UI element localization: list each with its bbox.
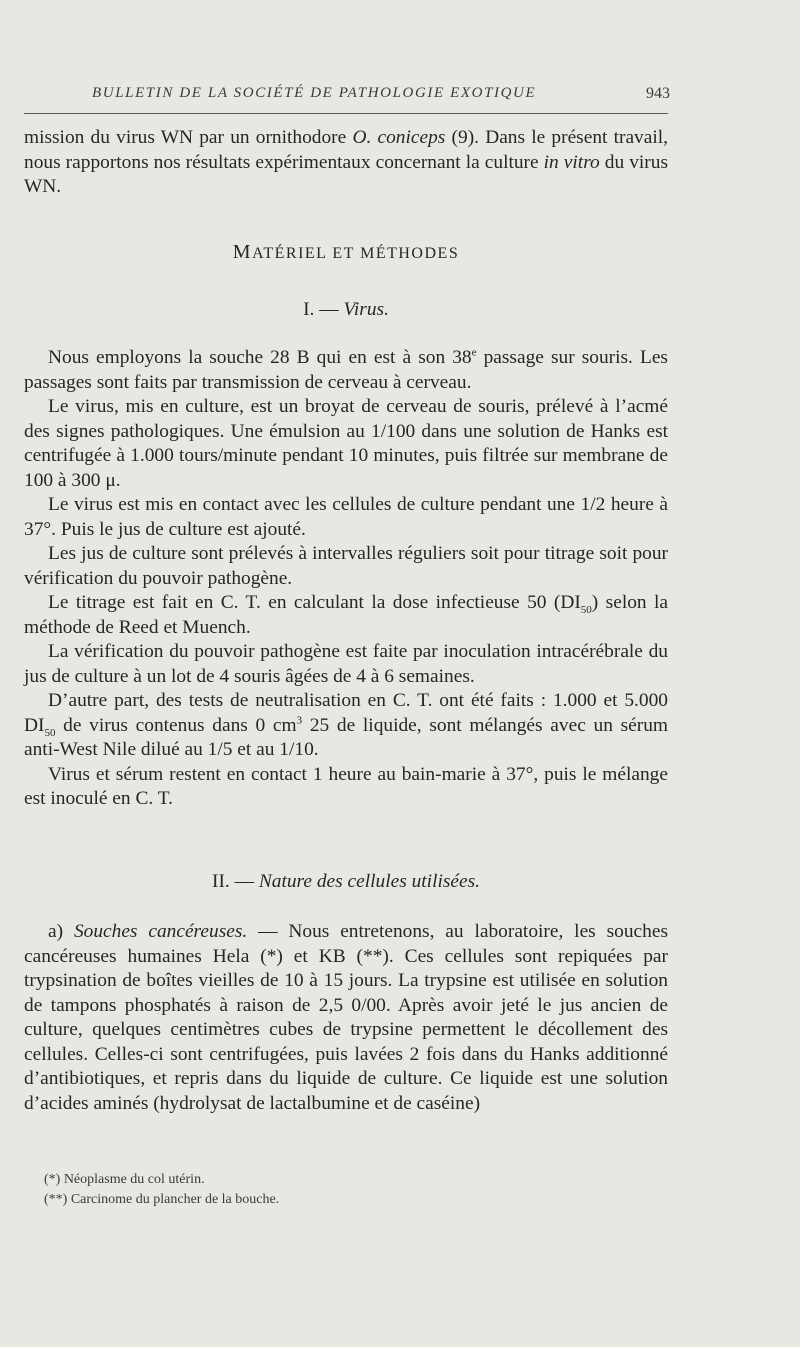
paragraph-pathogenicity: La vérification du pouvoir pathogène est faite par inoculation intracérébrale du jus de culture à un lot de 4 souris âgées de 4 à 6 semaines. [24, 641, 668, 687]
running-header-title: BULLETIN DE LA SOCIÉTÉ DE PATHOLOGIE EXOTIQUE [92, 85, 537, 101]
paragraph-sampling: Les jus de culture sont prélevés à intervalles réguliers soit pour titrage soit pour vérification du pouvoir pathogène. [24, 543, 668, 589]
cells-section-body [24, 920, 668, 1116]
section-heading: MATÉRIEL ET MÉTHODES [232, 241, 460, 263]
header-rule [24, 113, 668, 114]
paragraph-cancer-strains: a) Souches cancéreuses. — Nous entretenons, au laboratoire, les souches cancéreuses humaines Hela (*) et KB (**). Ces cellules sont repiquées par trypsination de boîtes vieilles de 10 à 15 jours. La trypsine est utilisée en solution de tampons phosphatés à raison de 2,5 0/00. Après avoir jeté le jus ancien de culture, quelques centimètres cubes de trypsine permettent le décollement des cellules. Celles-ci sont centrifugées, puis lavées 2 fois dans du Hanks additionné d’antibiotiques, et repris dans du liquide de culture. Ce liquide est une solution d’acides aminés (hydrolysat de lactalbumine et de caséine) [24, 921, 668, 1114]
paragraph-neutralisation: D’autre part, des tests de neutralisation en C. T. ont été faits : 1.000 et 5.000 $DI_{50}$ de virus contenus dans 0 $cm^3$ 25 de liquide, sont mélangés avec un sérum anti-West Nile dilué au 1/5 et au 1/10. [24, 690, 668, 760]
footnote-1: (*) Néoplasme du col utérin. [44, 1172, 205, 1187]
paragraph-inoculation: Virus et sérum restent en contact 1 heure au bain-marie à 37°, puis le mélange est inoculé en C. T. [24, 763, 668, 809]
subsection-heading-virus: I. — Virus. [303, 299, 389, 320]
paragraph-contact: Le virus est mis en contact avec les cellules de culture pendant une 1/2 heure à 37°. Puis le jus de culture est ajouté. [24, 494, 668, 540]
in-vitro: in vitro [543, 151, 600, 173]
virus-section-body [24, 346, 668, 812]
species-name: O. coniceps [352, 127, 446, 148]
subsection-heading-cells: II. — Nature des cellules utilisées. [211, 871, 480, 892]
footnotes [44, 1170, 644, 1210]
page-number: 943 [646, 85, 670, 102]
paragraph-titration: Le titrage est fait en C. T. en calculant la dose infectieuse 50 $(DI_{50})$ selon la méthode de Reed et Muench. [24, 592, 668, 638]
paragraph-preparation: Le virus, mis en culture, est un broyat de cerveau de souris, prélevé à l’acmé des signes pathologiques. Une émulsion au 1/100 dans une solution de Hanks est centrifugée à 1.000 tours/minute pendant 10 minutes, puis filtrée sur membrane de 100 à 300 μ. [24, 396, 668, 491]
intro-paragraph [24, 126, 668, 200]
footnote-2: (**) Carcinome du plancher de la bouche. [44, 1192, 280, 1207]
paragraph-strain: Nous employons la souche 28 B qui en est à son 38e passage sur souris. Les passages sont faits par transmission de cerveau à cerveau. [24, 346, 668, 393]
intro-text: mission du virus WN par un ornithodore O. coniceps (9). Dans le présent travail, nous rapportons nos résultats expérimentaux concernant la culture in vitro du virus WN. [24, 127, 669, 197]
